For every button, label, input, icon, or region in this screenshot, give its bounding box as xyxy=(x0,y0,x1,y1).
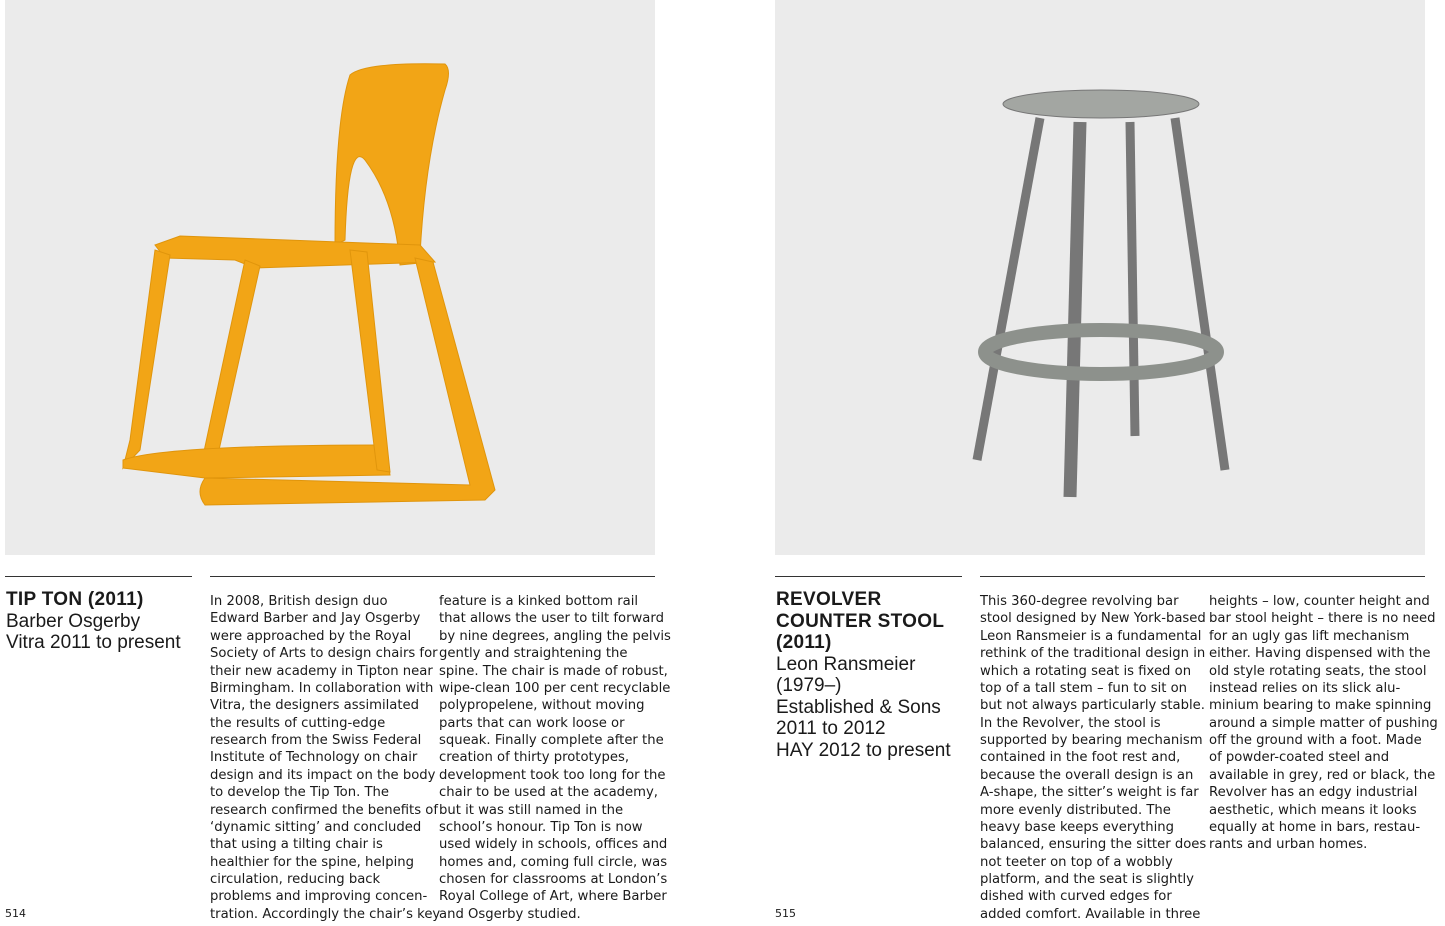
text-line: bar stool height – there is no need xyxy=(1209,611,1436,627)
text-line: Vitra, the designers assimilated xyxy=(210,698,420,714)
text-line: chair to be used at the academy, xyxy=(439,785,658,801)
text-line: polypropelene, without moving xyxy=(439,698,645,714)
text-line: rants and urban homes. xyxy=(1209,837,1368,853)
text-line: Revolver has an edgy industrial xyxy=(1209,785,1418,801)
page-number: 515 xyxy=(775,907,796,920)
text-line: to develop the Tip Ton. The xyxy=(210,785,389,801)
text-line: added comfort. Available in three xyxy=(980,906,1201,922)
text-line: chosen for classrooms at London’s xyxy=(439,872,668,887)
entry-title-line: (2011) xyxy=(776,632,832,653)
text-line: Birmingham. In collaboration with xyxy=(210,680,434,696)
text-line: were approached by the Royal xyxy=(210,628,412,644)
body-column-1 xyxy=(980,593,1205,923)
entry-heading-tip-ton xyxy=(6,589,196,654)
text-line: their new academy in Tipton near xyxy=(210,663,433,679)
designer-dates: (1979–) xyxy=(776,675,842,696)
text-line: In 2008, British design duo xyxy=(210,594,388,609)
manufacturer: Vitra 2011 to present xyxy=(6,632,181,653)
text-line: that using a tilting chair is xyxy=(210,837,383,853)
entry-heading-revolver xyxy=(776,589,966,761)
text-line: either. Having dispensed with the xyxy=(1209,646,1431,662)
text-line: not teeter on top of a wobbly xyxy=(980,854,1173,870)
revolver-stool-illustration xyxy=(775,0,1425,555)
text-line: parts that can work loose or xyxy=(439,715,625,731)
text-line: around a simple matter of pushing xyxy=(1209,715,1438,731)
text-line: Royal College of Art, where Barber xyxy=(439,889,667,905)
text-line: the results of cutting-edge xyxy=(210,715,386,731)
text-line: stool designed by New York-based xyxy=(980,611,1206,627)
heading-rule xyxy=(775,576,962,577)
text-line: circulation, reducing back xyxy=(210,872,381,887)
text-line: ‘dynamic sitting’ and concluded xyxy=(210,819,422,835)
designer: Barber Osgerby xyxy=(6,610,141,632)
entry-title: TIP TON (2011) xyxy=(6,589,144,610)
text-line: more evenly distributed. The xyxy=(980,802,1171,818)
text-line: aesthetic, which means it looks xyxy=(1209,802,1417,818)
text-line: heavy base keeps everything xyxy=(980,819,1174,835)
text-line: old style rotating seats, the stool xyxy=(1209,663,1427,679)
text-line: In the Revolver, the stool is xyxy=(980,715,1161,731)
text-line: top of a tall stem – fun to sit on xyxy=(980,680,1188,696)
manufacturer: HAY 2012 to present xyxy=(776,739,951,761)
text-line: Leon Ransmeier is a fundamental xyxy=(980,628,1202,644)
text-line: minium bearing to make spinning xyxy=(1209,698,1432,714)
text-line: healthier for the spine, helping xyxy=(210,854,414,870)
text-line: Society of Arts to design chairs for xyxy=(210,646,438,662)
text-line: gently and straightening the xyxy=(439,646,628,662)
body-column-1 xyxy=(210,593,441,923)
text-line: homes and, coming full circle, was xyxy=(439,854,668,870)
text-line: heights – low, counter height and xyxy=(1209,594,1430,609)
manufacturer-dates: 2011 to 2012 xyxy=(776,718,886,739)
text-line: available in grey, red or black, the xyxy=(1209,767,1436,783)
tip-ton-chair-illustration xyxy=(5,0,655,555)
text-line: design and its impact on the body xyxy=(210,767,436,783)
text-line: This 360-degree revolving bar xyxy=(980,594,1179,609)
text-line: but not always particularly stable. xyxy=(980,698,1205,714)
entry-title-line: REVOLVER xyxy=(776,589,882,610)
heading-rule xyxy=(5,576,192,577)
text-line: squeak. Finally complete after the xyxy=(439,733,664,748)
text-line: balanced, ensuring the sitter does xyxy=(980,837,1207,853)
text-line: feature is a kinked bottom rail xyxy=(439,594,639,609)
text-line: research from the Swiss Federal xyxy=(210,733,422,748)
revolver-stool-photo xyxy=(775,0,1425,555)
body-column-2 xyxy=(439,593,671,923)
text-line: for an ugly gas lift mechanism xyxy=(1209,628,1410,644)
text-line: dished with curved edges for xyxy=(980,889,1172,905)
text-line: but it was still named in the xyxy=(439,802,624,818)
text-line: off the ground with a foot. Made xyxy=(1209,733,1422,748)
text-line: wipe-clean 100 per cent recyclable xyxy=(439,680,671,696)
body-rule xyxy=(980,576,1425,577)
tip-ton-chair-photo xyxy=(5,0,655,555)
text-line: because the overall design is an xyxy=(980,767,1194,783)
text-line: creation of thirty prototypes, xyxy=(439,750,630,766)
text-line: by nine degrees, angling the pelvis xyxy=(439,628,671,644)
text-line: instead relies on its slick alu- xyxy=(1209,680,1401,696)
text-line: A-shape, the sitter’s weight is far xyxy=(980,785,1199,801)
text-line: school’s honour. Tip Ton is now xyxy=(439,819,643,835)
text-line: equally at home in bars, restau- xyxy=(1209,819,1421,835)
text-line: contained in the foot rest and, xyxy=(980,750,1181,766)
text-line: and Osgerby studied. xyxy=(439,906,581,922)
body-rule xyxy=(210,576,655,577)
text-line: supported by bearing mechanism xyxy=(980,733,1203,748)
text-line: of powder-coated steel and xyxy=(1209,750,1390,766)
text-line: spine. The chair is made of robust, xyxy=(439,663,668,679)
body-column-2 xyxy=(1209,593,1438,854)
text-line: rethink of the traditional design in xyxy=(980,646,1206,662)
text-line: development took too long for the xyxy=(439,767,666,783)
text-line: problems and improving concen- xyxy=(210,889,428,905)
text-line: used widely in schools, offices and xyxy=(439,837,668,853)
text-line: platform, and the seat is slightly xyxy=(980,872,1194,887)
designer: Leon Ransmeier xyxy=(776,653,916,675)
text-line: tration. Accordingly the chair’s key xyxy=(210,906,441,922)
page-number: 514 xyxy=(5,907,26,920)
manufacturer: Established & Sons xyxy=(776,696,941,718)
text-line: research confirmed the benefits of xyxy=(210,802,438,818)
text-line: that allows the user to tilt forward xyxy=(439,611,664,627)
text-line: which a rotating seat is fixed on xyxy=(980,663,1192,679)
text-line: Edward Barber and Jay Osgerby xyxy=(210,611,421,627)
entry-title-line: COUNTER STOOL xyxy=(776,610,945,632)
text-line: Institute of Technology on chair xyxy=(210,750,418,766)
